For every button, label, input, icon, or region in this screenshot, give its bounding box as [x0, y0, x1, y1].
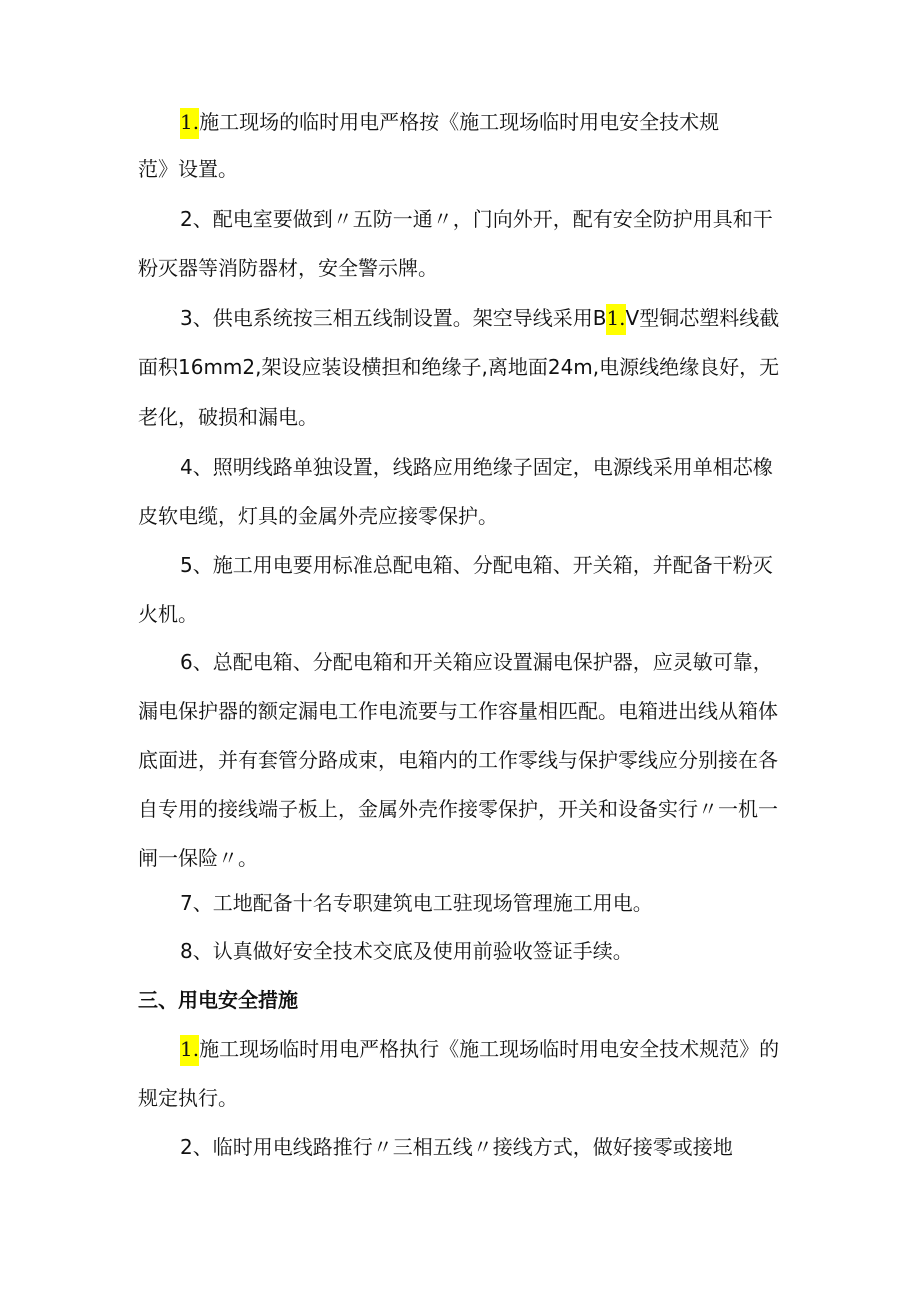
paragraph-text: 3、供电系统按三相五线制设置。架空导线采用B	[180, 306, 607, 330]
paragraph-3-line-3: 老化，破损和漏电。	[138, 405, 318, 429]
highlighted-marker: 1.	[180, 1035, 199, 1066]
paragraph-2-line-2: 粉灭器等消防器材，安全警示牌。	[138, 256, 438, 280]
paragraph-7: 7、工地配备十名专职建筑电工驻现场管理施工用电。	[180, 891, 653, 915]
paragraph-text: V型铜芯塑料线截	[625, 306, 780, 330]
paragraph-3-line-2: 面积16mm2,架设应装设横担和绝缘子,离地面24m,电源线绝缘良好，无	[138, 355, 780, 379]
paragraph-6-line-1: 6、总配电箱、分配电箱和开关箱应设置漏电保护器，应灵敏可靠，	[180, 650, 773, 674]
section-paragraph-2-line-1: 2、临时用电线路推行〃三相五线〃接线方式，做好接零或接地	[180, 1135, 733, 1159]
paragraph-1-line-1	[180, 109, 719, 135]
paragraph-5-line-1: 5、施工用电要用标准总配电箱、分配电箱、开关箱，并配备干粉灭	[180, 553, 773, 577]
highlighted-marker: 1.	[180, 108, 199, 139]
paragraph-3-line-1	[180, 305, 779, 331]
paragraph-6-line-5: 闸一保险〃。	[138, 846, 258, 870]
paragraph-6-line-2: 漏电保护器的额定漏电工作电流要与工作容量相匹配。电箱进出线从箱体	[138, 699, 778, 723]
section-paragraph-1-line-2: 规定执行。	[138, 1086, 238, 1110]
paragraph-1-line-2: 范》设置。	[138, 157, 238, 181]
section-heading: 三、用电安全措施	[138, 988, 298, 1012]
paragraph-6-line-3: 底面进，并有套管分路成束，电箱内的工作零线与保护零线应分别接在各	[138, 748, 778, 772]
paragraph-6-line-4: 自专用的接线端子板上，金属外壳作接零保护，开关和设备实行〃一机一	[138, 797, 778, 821]
paragraph-2-line-1: 2、配电室要做到〃五防一通〃，门向外开，配有安全防护用具和干	[180, 207, 773, 231]
paragraph-text: 施工现场的临时用电严格按《施工现场临时用电安全技术规	[199, 110, 720, 134]
highlighted-marker: 1.	[606, 304, 625, 335]
paragraph-5-line-2: 火机。	[138, 602, 198, 626]
paragraph-4-line-1: 4、照明线路单独设置，线路应用绝缘子固定，电源线采用单相芯橡	[180, 455, 773, 479]
paragraph-4-line-2: 皮软电缆，灯具的金属外壳应接零保护。	[138, 504, 498, 528]
paragraph-text: 施工现场临时用电严格执行《施工现场临时用电安全技术规范》的	[199, 1037, 780, 1061]
paragraph-8: 8、认真做好安全技术交底及使用前验收签证手续。	[180, 939, 633, 963]
section-paragraph-1-line-1	[180, 1036, 779, 1062]
